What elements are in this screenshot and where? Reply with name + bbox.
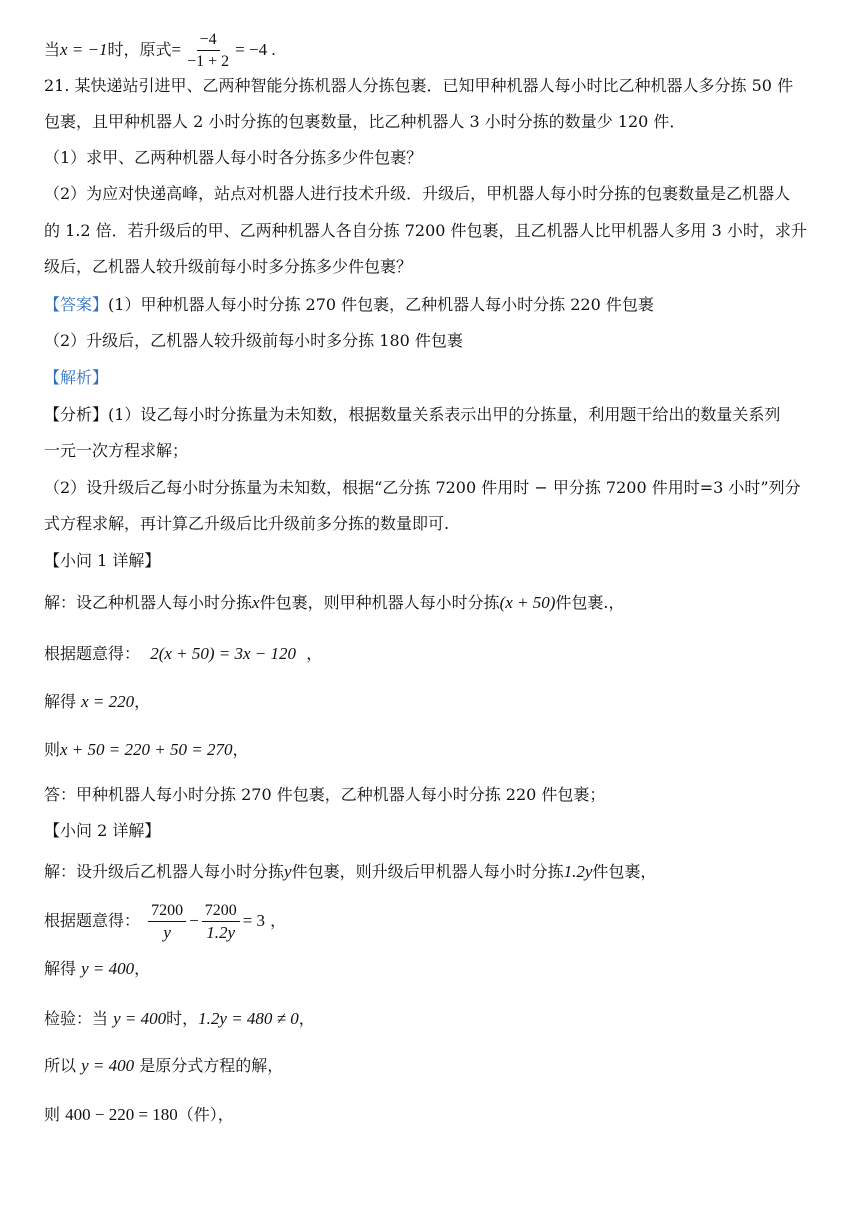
math-solution: y = 400 <box>81 959 135 978</box>
sub2-conclusion <box>44 1055 283 1077</box>
text: 根据题意得： <box>44 644 141 663</box>
sub2-equation <box>44 900 286 942</box>
prev-solution-line <box>44 30 276 71</box>
math-result: = −4 . <box>235 40 276 59</box>
text: ， <box>298 1009 315 1028</box>
answer-tag: 【答案】 <box>44 295 109 314</box>
math-x-eq: x = −1 <box>60 40 108 59</box>
answer-text-1: (1）甲种机器人每小时分拣 270 件包裹，乙种机器人每小时分拣 220 件包裹 <box>108 295 654 314</box>
text: 解得 <box>44 692 77 711</box>
fraction-numerator: 7200 <box>148 901 186 922</box>
sub2-setup <box>44 861 656 883</box>
text: 时，原式 <box>107 40 172 59</box>
sub1-solve <box>44 691 150 713</box>
analysis-line-3: （2）设升级后乙每小时分拣量为未知数，根据“乙分拣 7200 件用时 − 甲分拣 7200 件用时=3 小时”列分 <box>44 478 801 497</box>
math-solution: y = 400 <box>81 1056 135 1075</box>
sub1-equation <box>44 643 322 665</box>
math-var: x <box>252 593 260 612</box>
fraction-2 <box>202 901 240 942</box>
sub2-heading: 【小问 2 详解】 <box>44 821 161 840</box>
question-part-1: （1）求甲、乙两种机器人每小时各分拣多少件包裹？ <box>44 148 423 167</box>
answer-line-2: （2）升级后，乙机器人较升级前每小时多分拣 180 件包裹 <box>44 331 463 350</box>
text: 件包裹， <box>592 862 657 881</box>
fraction-numerator: 7200 <box>202 901 240 922</box>
math-eq: = <box>171 40 182 59</box>
math-var: y <box>284 862 292 881</box>
text: 则 <box>44 740 61 759</box>
math-expr: 1.2y <box>563 862 593 881</box>
text: 解：设乙种机器人每小时分拣 <box>44 593 253 612</box>
question-part-2-line-3: 级后，乙机器人较升级前每小时多分拣多少件包裹？ <box>44 257 413 276</box>
question-part-2-line-1: （2）为应对快递高峰，站点对机器人进行技术升级．升级后，甲机器人每小时分拣的包裹数量是乙机器人 <box>44 184 791 203</box>
analysis-line-1: 【分析】(1）设乙每小时分拣量为未知数，根据数量关系表示出甲的分拣量，利用题干给出的数量关系列 <box>44 405 781 424</box>
math-solution: x = 220 <box>81 692 135 711</box>
analysis-line-4: 式方程求解，再计算乙升级后比升级前多分拣的数量即可. <box>44 514 450 533</box>
text: ， <box>306 644 323 663</box>
question-21-line-2: 包裹，且甲种机器人 2 小时分拣的包裹数量，比乙种机器人 3 小时分拣的数量少 120 件． <box>44 112 686 131</box>
text: 件包裹，则升级后甲机器人每小时分拣 <box>291 862 564 881</box>
sub2-final <box>44 1104 234 1126</box>
sub1-answer: 答：甲种机器人每小时分拣 270 件包裹，乙种机器人每小时分拣 220 件包裹； <box>44 785 606 804</box>
fraction-1 <box>148 901 186 942</box>
text: 件包裹.， <box>555 593 625 612</box>
analysis-line-2: 一元一次方程求解； <box>44 441 189 460</box>
text: ， <box>232 740 249 759</box>
math-equation: 2(x + 50) = 3x − 120 <box>150 644 297 663</box>
answer-line-1 <box>44 294 654 316</box>
question-part-2-line-2: 的 1.2 倍．若升级后的甲、乙两种机器人各自分拣 7200 件包裹，且乙机器人比甲机器人多用 3 小时，求升 <box>44 221 807 240</box>
fraction <box>184 30 232 71</box>
text: ， <box>134 959 151 978</box>
math-minus: − <box>189 911 199 930</box>
question-21-line-1: 21. 某快递站引进甲、乙两种智能分拣机器人分拣包裹．已知甲种机器人每小时比乙种机器人多分拣 50 件 <box>44 76 794 95</box>
sub1-compute <box>44 739 248 761</box>
text: 则 <box>44 1105 61 1124</box>
text: 解：设升级后乙机器人每小时分拣 <box>44 862 285 881</box>
sub1-setup <box>44 592 625 614</box>
math-rhs: = 3 <box>242 911 266 930</box>
sub1-heading: 【小问 1 详解】 <box>44 551 161 570</box>
text: ， <box>134 692 151 711</box>
sub2-check <box>44 1008 315 1030</box>
text: 时， <box>166 1009 199 1028</box>
text: （件）， <box>177 1105 234 1124</box>
text: 所以 <box>44 1056 77 1075</box>
sub2-solve <box>44 958 150 980</box>
text: ， <box>270 911 287 930</box>
math-final-computation: 400 − 220 = 180 <box>65 1105 178 1124</box>
fraction-denominator: −1 + 2 <box>187 53 230 70</box>
text: 解得 <box>44 959 77 978</box>
fraction-denominator: 1.2y <box>206 923 236 942</box>
math-computation: x + 50 = 220 + 50 = 270 <box>60 740 233 759</box>
fraction-denominator: y <box>163 923 171 942</box>
text: 根据题意得： <box>44 911 141 930</box>
fraction-numerator: −4 <box>197 30 220 51</box>
jiexi-tag: 【解析】 <box>44 368 109 387</box>
math-expr: (x + 50) <box>499 593 556 612</box>
text: 检验：当 <box>44 1009 109 1028</box>
math-check-value: y = 400 <box>113 1009 167 1028</box>
text: 当 <box>44 40 61 59</box>
text: 件包裹，则甲种机器人每小时分拣 <box>259 593 500 612</box>
math-check-denominator: 1.2y = 480 ≠ 0 <box>198 1009 299 1028</box>
text: 是原分式方程的解， <box>139 1056 284 1075</box>
